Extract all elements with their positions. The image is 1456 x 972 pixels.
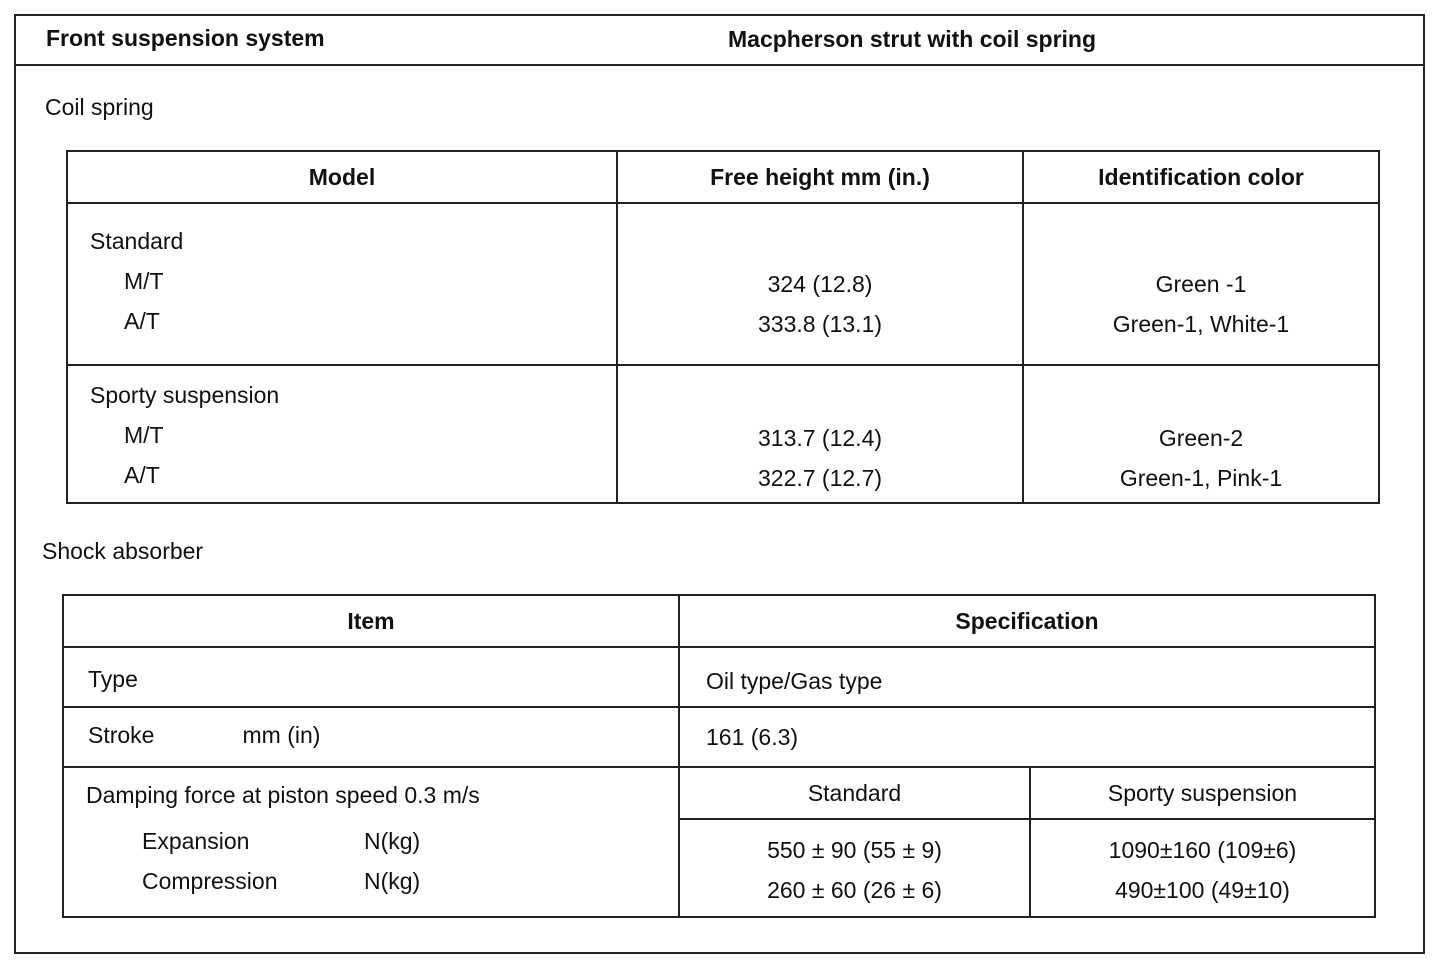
identification-color-value: Green-2: [1158, 425, 1244, 451]
variant-label: A/T: [124, 308, 160, 334]
type-label: Type: [63, 647, 679, 707]
shock-absorber-table: [62, 594, 1376, 918]
coil-spring-table: [66, 150, 1380, 504]
damping-row-label: Expansion: [142, 828, 250, 854]
free-height-value: 322.7 (12.7): [757, 465, 883, 491]
column-header-free-height: Free height mm (in.): [617, 151, 1023, 203]
table-row: [67, 365, 1379, 503]
damping-row-label: Compression: [142, 868, 278, 894]
type-value: Oil type/Gas type: [679, 647, 1375, 707]
group-name-standard: Standard: [90, 228, 184, 254]
stroke-value: 161 (6.3): [679, 707, 1375, 767]
damping-row-unit: N(kg): [364, 868, 421, 894]
free-height-value: 324 (12.8): [767, 271, 873, 297]
table-row: [63, 647, 1375, 707]
column-header-model: Model: [67, 151, 617, 203]
coil-spring-title: Coil spring: [45, 94, 154, 120]
system-label: Front suspension system: [46, 25, 325, 51]
column-header-specification: Specification: [679, 595, 1375, 647]
free-height-value: 313.7 (12.4): [757, 425, 883, 451]
shock-absorber-header-row: [63, 595, 1375, 647]
damping-sporty-value: 490±100 (49±10): [1115, 877, 1290, 903]
coil-spring-header-row: [67, 151, 1379, 203]
column-header-identification-color: Identification color: [1023, 151, 1379, 203]
subcolumn-header-sporty: Sporty suspension: [1030, 767, 1375, 819]
identification-color-value: Green -1: [1155, 271, 1247, 297]
damping-force-label: Damping force at piston speed 0.3 m/s: [86, 782, 480, 808]
damping-standard-value: 260 ± 60 (26 ± 6): [767, 877, 942, 903]
damping-row-expansion: [142, 821, 678, 861]
table-row: [63, 767, 1375, 819]
damping-sporty-value: 1090±160 (109±6): [1108, 837, 1297, 863]
system-value: Macpherson strut with coil spring: [728, 26, 1097, 52]
subcolumn-header-standard: Standard: [679, 767, 1030, 819]
damping-row-compression: [142, 861, 678, 901]
table-row: [63, 707, 1375, 767]
damping-standard-value: 550 ± 90 (55 ± 9): [767, 837, 942, 863]
spec-header-row: [14, 14, 1425, 66]
identification-color-value: Green-1, White-1: [1112, 311, 1290, 337]
stroke-label: Stroke: [88, 722, 155, 748]
group-name-sporty: Sporty suspension: [90, 382, 280, 408]
damping-row-unit: N(kg): [364, 828, 421, 854]
variant-label: M/T: [124, 422, 164, 448]
variant-label: A/T: [124, 462, 160, 488]
table-row: [67, 203, 1379, 365]
stroke-unit: mm (in): [242, 722, 321, 748]
identification-color-value: Green-1, Pink-1: [1119, 465, 1283, 491]
variant-label: M/T: [124, 268, 164, 294]
column-header-item: Item: [63, 595, 679, 647]
shock-absorber-title: Shock absorber: [42, 538, 204, 564]
free-height-value: 333.8 (13.1): [757, 311, 883, 337]
